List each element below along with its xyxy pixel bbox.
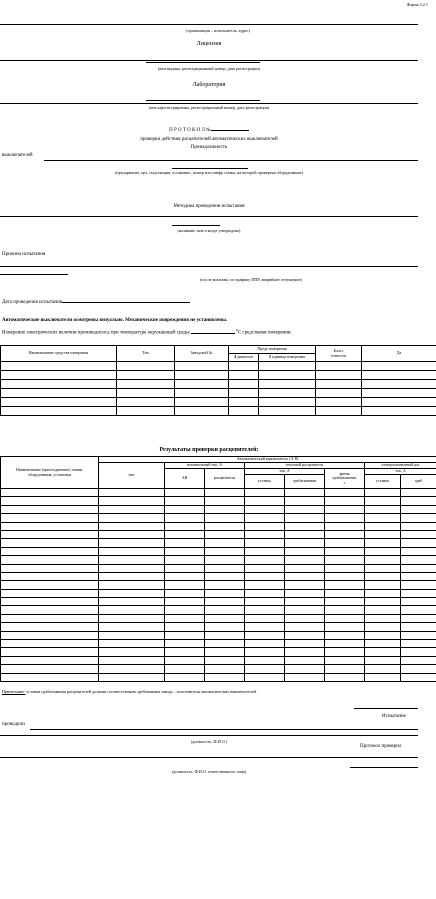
table-cell — [205, 564, 245, 572]
table-cell — [325, 665, 365, 673]
table-row — [1, 614, 436, 622]
table-cell — [401, 581, 436, 589]
table-row — [1, 539, 436, 547]
table-cell — [205, 648, 245, 656]
table-cell — [1, 614, 99, 622]
table-cell — [245, 656, 285, 664]
table-cell — [245, 489, 285, 497]
table-cell — [1, 606, 99, 614]
col-time: время срабатывания, с — [325, 469, 365, 489]
table-cell — [325, 656, 365, 664]
col-serial: Заводской № — [175, 346, 229, 362]
table-cell — [325, 581, 365, 589]
table-cell — [1, 556, 99, 564]
table-cell — [99, 489, 165, 497]
results-title: Результаты проверки расцепителей: — [159, 447, 259, 453]
table-cell — [245, 648, 285, 656]
table-cell — [285, 547, 325, 555]
table-cell — [245, 581, 285, 589]
col-thermal-setting: уставка — [245, 475, 285, 489]
table-cell — [99, 505, 165, 513]
table-cell — [99, 665, 165, 673]
table-row — [1, 631, 436, 639]
table-cell — [99, 556, 165, 564]
table-cell — [325, 514, 365, 522]
table-cell — [165, 556, 205, 564]
table-row — [1, 489, 436, 497]
table-cell — [245, 572, 285, 580]
table-row — [1, 572, 436, 580]
table-cell — [99, 623, 165, 631]
table-cell — [245, 514, 285, 522]
table-cell — [165, 656, 205, 664]
col-unit: 5 единица измерения — [259, 354, 316, 362]
col-instrument-name: Наименование средства измерения — [1, 346, 117, 362]
table-cell — [325, 497, 365, 505]
table-cell — [325, 572, 365, 580]
table-cell — [245, 530, 285, 538]
table-cell — [205, 631, 245, 639]
table-cell — [1, 581, 99, 589]
table-row — [1, 640, 436, 648]
table-cell — [401, 631, 436, 639]
col-breaker-group: Автоматический выключатель (А В) — [99, 457, 436, 463]
table-cell — [365, 539, 401, 547]
table-cell — [245, 497, 285, 505]
table-cell — [245, 614, 285, 622]
table-cell — [1, 648, 99, 656]
table-row — [1, 497, 436, 505]
table-cell — [99, 631, 165, 639]
table-cell — [245, 547, 285, 555]
table-cell — [401, 656, 436, 664]
table-cell — [205, 656, 245, 664]
table-cell — [365, 581, 401, 589]
table-cell — [165, 489, 205, 497]
table-cell — [165, 673, 205, 681]
table-cell — [1, 640, 99, 648]
responsible-caption: (должность, Ф.И.О. ответственного лица) — [171, 769, 247, 774]
table-cell — [365, 547, 401, 555]
table-cell — [99, 589, 165, 597]
table-row — [1, 547, 436, 555]
table-cell — [365, 489, 401, 497]
table-cell — [365, 505, 401, 513]
table-cell — [99, 640, 165, 648]
table-cell — [325, 598, 365, 606]
table-cell — [245, 598, 285, 606]
table-row — [1, 398, 436, 407]
table-cell — [365, 522, 401, 530]
table-row — [1, 362, 436, 371]
table-cell — [1, 572, 99, 580]
table-cell — [285, 581, 325, 589]
table-cell — [205, 623, 245, 631]
table-cell — [325, 564, 365, 572]
table-cell — [99, 572, 165, 580]
license-title: Лицензия — [196, 41, 222, 47]
table-cell — [205, 673, 245, 681]
table-cell — [1, 489, 99, 497]
table-cell — [285, 614, 325, 622]
table-cell — [285, 623, 325, 631]
table-cell — [205, 556, 245, 564]
col-limits: Преде измерения — [229, 346, 316, 354]
table-cell — [1, 530, 99, 538]
table-cell — [245, 564, 285, 572]
table-cell — [1, 598, 99, 606]
lab-title: Лаборатория — [192, 82, 226, 88]
table-cell — [285, 589, 325, 597]
table-cell — [401, 640, 436, 648]
table-cell — [325, 614, 365, 622]
table-cell — [165, 505, 205, 513]
note: Примечание: уставки срабатывания расцепителей должны соответствовать требованиям завода – изготовителя автоматических выключателей. — [2, 689, 258, 694]
table-cell — [205, 530, 245, 538]
table-cell — [401, 522, 436, 530]
table-cell — [365, 631, 401, 639]
table-row — [1, 407, 436, 416]
table-cell — [285, 640, 325, 648]
table-cell — [205, 606, 245, 614]
table-cell — [99, 606, 165, 614]
table-row — [1, 606, 436, 614]
table-cell — [205, 514, 245, 522]
table-row — [1, 589, 436, 597]
table-cell — [365, 656, 401, 664]
table-cell — [99, 522, 165, 530]
protocol-title: П Р О Т О К О Л № — [0, 128, 418, 133]
table-cell — [1, 631, 99, 639]
table-row — [1, 665, 436, 673]
col-type: Тип — [117, 346, 175, 362]
table-cell — [285, 514, 325, 522]
method-caption: (название, кем и когда утверждена) — [177, 228, 241, 233]
table-cell — [285, 497, 325, 505]
table-row — [1, 389, 436, 398]
table-cell — [325, 631, 365, 639]
table-cell — [401, 606, 436, 614]
table-row — [1, 623, 436, 631]
table-cell — [401, 556, 436, 564]
table-row — [1, 656, 436, 664]
table-cell — [205, 614, 245, 622]
table-cell — [325, 589, 365, 597]
breakers-caption: (предприятие, цех, подстанция, установка , номер или шифр схемы, на которой проверено оборудование) — [115, 170, 303, 175]
table-cell — [325, 648, 365, 656]
table-cell — [205, 589, 245, 597]
table-cell — [365, 598, 401, 606]
form-number: Форма 3.2.1 — [406, 2, 428, 7]
table-cell — [285, 665, 325, 673]
table-cell — [1, 497, 99, 505]
table-cell — [365, 589, 401, 597]
table-row — [1, 505, 436, 513]
table-cell — [165, 522, 205, 530]
table-cell — [325, 623, 365, 631]
table-cell — [165, 665, 205, 673]
table-cell — [165, 648, 205, 656]
table-row — [1, 648, 436, 656]
table-cell — [401, 673, 436, 681]
table-cell — [401, 572, 436, 580]
table-cell — [99, 648, 165, 656]
position-caption: (должность, Ф.И.О.) — [190, 739, 228, 744]
results-table — [0, 456, 436, 682]
table-cell — [245, 606, 285, 614]
table-cell — [245, 522, 285, 530]
col-accuracy: Класс точности — [316, 346, 362, 362]
table-cell — [99, 581, 165, 589]
table-cell — [1, 514, 99, 522]
table-cell — [165, 589, 205, 597]
table-cell — [365, 673, 401, 681]
table-cell — [165, 623, 205, 631]
table-cell — [1, 623, 99, 631]
table-cell — [99, 673, 165, 681]
table-cell — [365, 572, 401, 580]
method-title: Методика проведения испытания — [173, 204, 245, 209]
table-cell — [245, 631, 285, 639]
measurement-text: Измерение электрических величин производилось при температуре окружающей среды $^0$С средствами измерения: — [2, 328, 292, 336]
table-cell — [285, 598, 325, 606]
table-cell — [205, 489, 245, 497]
table-cell — [245, 640, 285, 648]
table-cell — [325, 505, 365, 513]
table-cell — [285, 606, 325, 614]
table-cell — [285, 631, 325, 639]
table-cell — [165, 614, 205, 622]
table-row — [1, 514, 436, 522]
table-cell — [99, 497, 165, 505]
table-cell — [165, 631, 205, 639]
table-cell — [365, 497, 401, 505]
table-cell — [245, 556, 285, 564]
table-cell — [401, 539, 436, 547]
table-cell — [165, 581, 205, 589]
table-row — [1, 530, 436, 538]
table-cell — [205, 640, 245, 648]
table-cell — [325, 539, 365, 547]
table-cell — [401, 665, 436, 673]
col-nominal-current: номинальный ток, А — [165, 463, 245, 469]
col-electromag-current: ток, А — [365, 469, 436, 475]
table-cell — [99, 598, 165, 606]
table-cell — [401, 547, 436, 555]
table-cell — [401, 564, 436, 572]
reason-caption: (после монтажа, по графику ППР, аварийное отпущение) — [200, 277, 302, 282]
table-cell — [285, 539, 325, 547]
org-caption: (организация – исполнитель, адрес) — [186, 28, 250, 33]
reason-label: Причина испытания — [2, 252, 46, 257]
table-cell — [401, 489, 436, 497]
table-cell — [205, 581, 245, 589]
table-cell — [245, 623, 285, 631]
table-cell — [99, 564, 165, 572]
table-cell — [205, 598, 245, 606]
table-cell — [285, 489, 325, 497]
table-cell — [245, 673, 285, 681]
col-thermal-tripping: срабатывания — [285, 475, 325, 489]
table-cell — [1, 564, 99, 572]
table-row — [1, 371, 436, 380]
table-cell — [99, 614, 165, 622]
breakers-label: выключателей — [2, 153, 33, 158]
table-cell — [365, 614, 401, 622]
table-cell — [365, 514, 401, 522]
table-cell — [1, 665, 99, 673]
table-cell — [205, 522, 245, 530]
table-cell — [325, 556, 365, 564]
table-cell — [401, 614, 436, 622]
table-cell — [325, 606, 365, 614]
table-cell — [1, 505, 99, 513]
table-cell — [325, 640, 365, 648]
col-breaker-type: тип — [99, 463, 165, 489]
table-cell — [401, 505, 436, 513]
table-cell — [285, 530, 325, 538]
col-release: расцепителя — [205, 469, 245, 489]
table-cell — [205, 665, 245, 673]
table-cell — [165, 564, 205, 572]
table-row — [1, 556, 436, 564]
table-cell — [165, 640, 205, 648]
table-cell — [285, 572, 325, 580]
table-cell — [285, 648, 325, 656]
table-cell — [245, 665, 285, 673]
table-cell — [401, 623, 436, 631]
table-cell — [165, 606, 205, 614]
table-cell — [285, 505, 325, 513]
table-cell — [245, 539, 285, 547]
belonging-label: Принадлежность — [190, 145, 228, 150]
table-cell — [285, 556, 325, 564]
table-cell — [325, 530, 365, 538]
table-cell — [165, 572, 205, 580]
table-cell — [365, 530, 401, 538]
table-cell — [1, 673, 99, 681]
table-row — [1, 581, 436, 589]
table-cell — [165, 514, 205, 522]
col-electromag-tripping: сраб — [401, 475, 436, 489]
table-cell — [165, 497, 205, 505]
col-thermal-group: тепловой расцепитель — [245, 463, 365, 469]
table-cell — [165, 547, 205, 555]
license-caption: (кем выдана, регистрационный номер, дата регистрации) — [158, 66, 260, 71]
table-cell — [165, 598, 205, 606]
table-cell — [1, 522, 99, 530]
table-cell — [365, 648, 401, 656]
table-cell — [285, 673, 325, 681]
table-cell — [401, 530, 436, 538]
table-cell — [205, 539, 245, 547]
table-cell — [285, 564, 325, 572]
col-thermal-current: ток, А — [245, 469, 325, 475]
conducted-label: проводили — [2, 722, 25, 727]
table-row — [1, 522, 436, 530]
table-cell — [1, 656, 99, 664]
table-cell — [1, 539, 99, 547]
table-cell — [1, 589, 99, 597]
table-row — [1, 673, 436, 681]
table-cell — [165, 530, 205, 538]
table-cell — [365, 665, 401, 673]
table-cell — [99, 547, 165, 555]
table-cell — [285, 656, 325, 664]
table-cell — [1, 547, 99, 555]
table-cell — [365, 564, 401, 572]
table-cell — [365, 606, 401, 614]
tested-label: Испытание — [382, 714, 406, 719]
table-cell — [365, 623, 401, 631]
table-cell — [365, 556, 401, 564]
table-cell — [325, 489, 365, 497]
table-row — [1, 598, 436, 606]
table-cell — [205, 547, 245, 555]
table-cell — [99, 539, 165, 547]
table-cell — [401, 598, 436, 606]
protocol-subtitle: проверки действия расцепителей автоматических выключателей — [140, 137, 278, 142]
lab-caption: (кем зарегистрирована, регистрационный номер, дата регистрации) — [148, 105, 270, 110]
table-cell — [99, 656, 165, 664]
table-cell — [99, 514, 165, 522]
instruments-table — [0, 345, 436, 416]
table-cell — [401, 589, 436, 597]
table-cell — [285, 522, 325, 530]
date-label: Дата проведения испытания — [2, 300, 190, 305]
checked-label: Протокол проверил — [360, 744, 402, 749]
table-cell — [245, 589, 285, 597]
table-cell — [205, 505, 245, 513]
col-range: 4 диапазон — [229, 354, 259, 362]
col-electromag-group: электромагнитный рас — [365, 463, 436, 469]
table-row — [1, 380, 436, 389]
table-row — [1, 564, 436, 572]
col-av: АВ — [165, 469, 205, 489]
table-cell — [205, 497, 245, 505]
table-cell — [401, 497, 436, 505]
table-cell — [401, 648, 436, 656]
table-cell — [205, 572, 245, 580]
table-cell — [325, 522, 365, 530]
table-cell — [401, 514, 436, 522]
table-cell — [365, 640, 401, 648]
visual-check-text: Автоматические выключатели осмотрены визуально. Механические повреждения не установлены. — [2, 318, 228, 323]
col-electromag-setting: уставка — [365, 475, 401, 489]
table-cell — [99, 530, 165, 538]
col-date: Да — [362, 346, 436, 362]
table-cell — [165, 539, 205, 547]
table-cell — [325, 547, 365, 555]
table-cell — [325, 673, 365, 681]
table-cell — [245, 505, 285, 513]
col-line-name: Наименование (присоединение) линии, оборудования, установки — [1, 457, 99, 489]
